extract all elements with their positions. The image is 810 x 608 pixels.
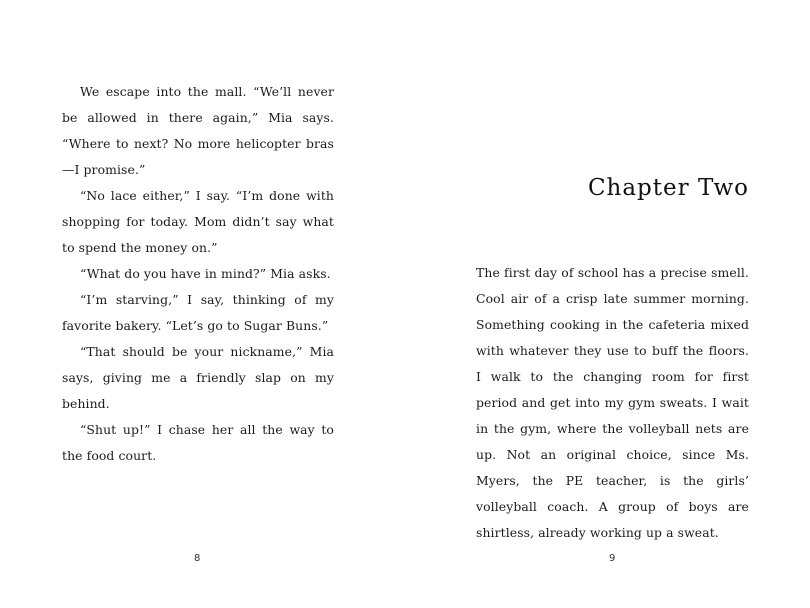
right-page xyxy=(405,0,810,608)
paragraph: “No lace either,” I say. “I’m done with shopping for today. Mom didn’t say what to spend the money on.” xyxy=(62,188,334,255)
chapter-title: Chapter Two xyxy=(587,175,749,201)
paragraph: We escape into the mall. “We’ll never be allowed in there again,” Mia says. “Where to next? No more helicopter bras—I promise.” xyxy=(62,84,334,177)
paragraph: “That should be your nickname,” Mia says, giving me a friendly slap on my behind. xyxy=(62,344,334,411)
left-page-text xyxy=(62,79,334,469)
paragraph: “What do you have in mind?” Mia asks. xyxy=(80,266,331,281)
right-page-text xyxy=(476,260,749,546)
page-number-left: 8 xyxy=(194,553,201,564)
paragraph: “I’m starving,” I say, thinking of my favorite bakery. “Let’s go to Sugar Buns.” xyxy=(62,292,334,333)
page-number-right: 9 xyxy=(609,553,616,564)
paragraph: The first day of school has a precise smell. Cool air of a crisp late summer morning. Something cooking in the cafeteria mixed with whatever they use to buff the floors. I walk to the changing room for first period and get into my gym sweats. I wait in the gym, where the volleyball nets are up. Not an original choice, since Ms. Myers, the PE teacher, is the girls’ volleyball coach. A group of boys are shirtless, already working up a sweat. xyxy=(476,265,749,540)
paragraph: “Shut up!” I chase her all the way to the food court. xyxy=(62,422,334,463)
